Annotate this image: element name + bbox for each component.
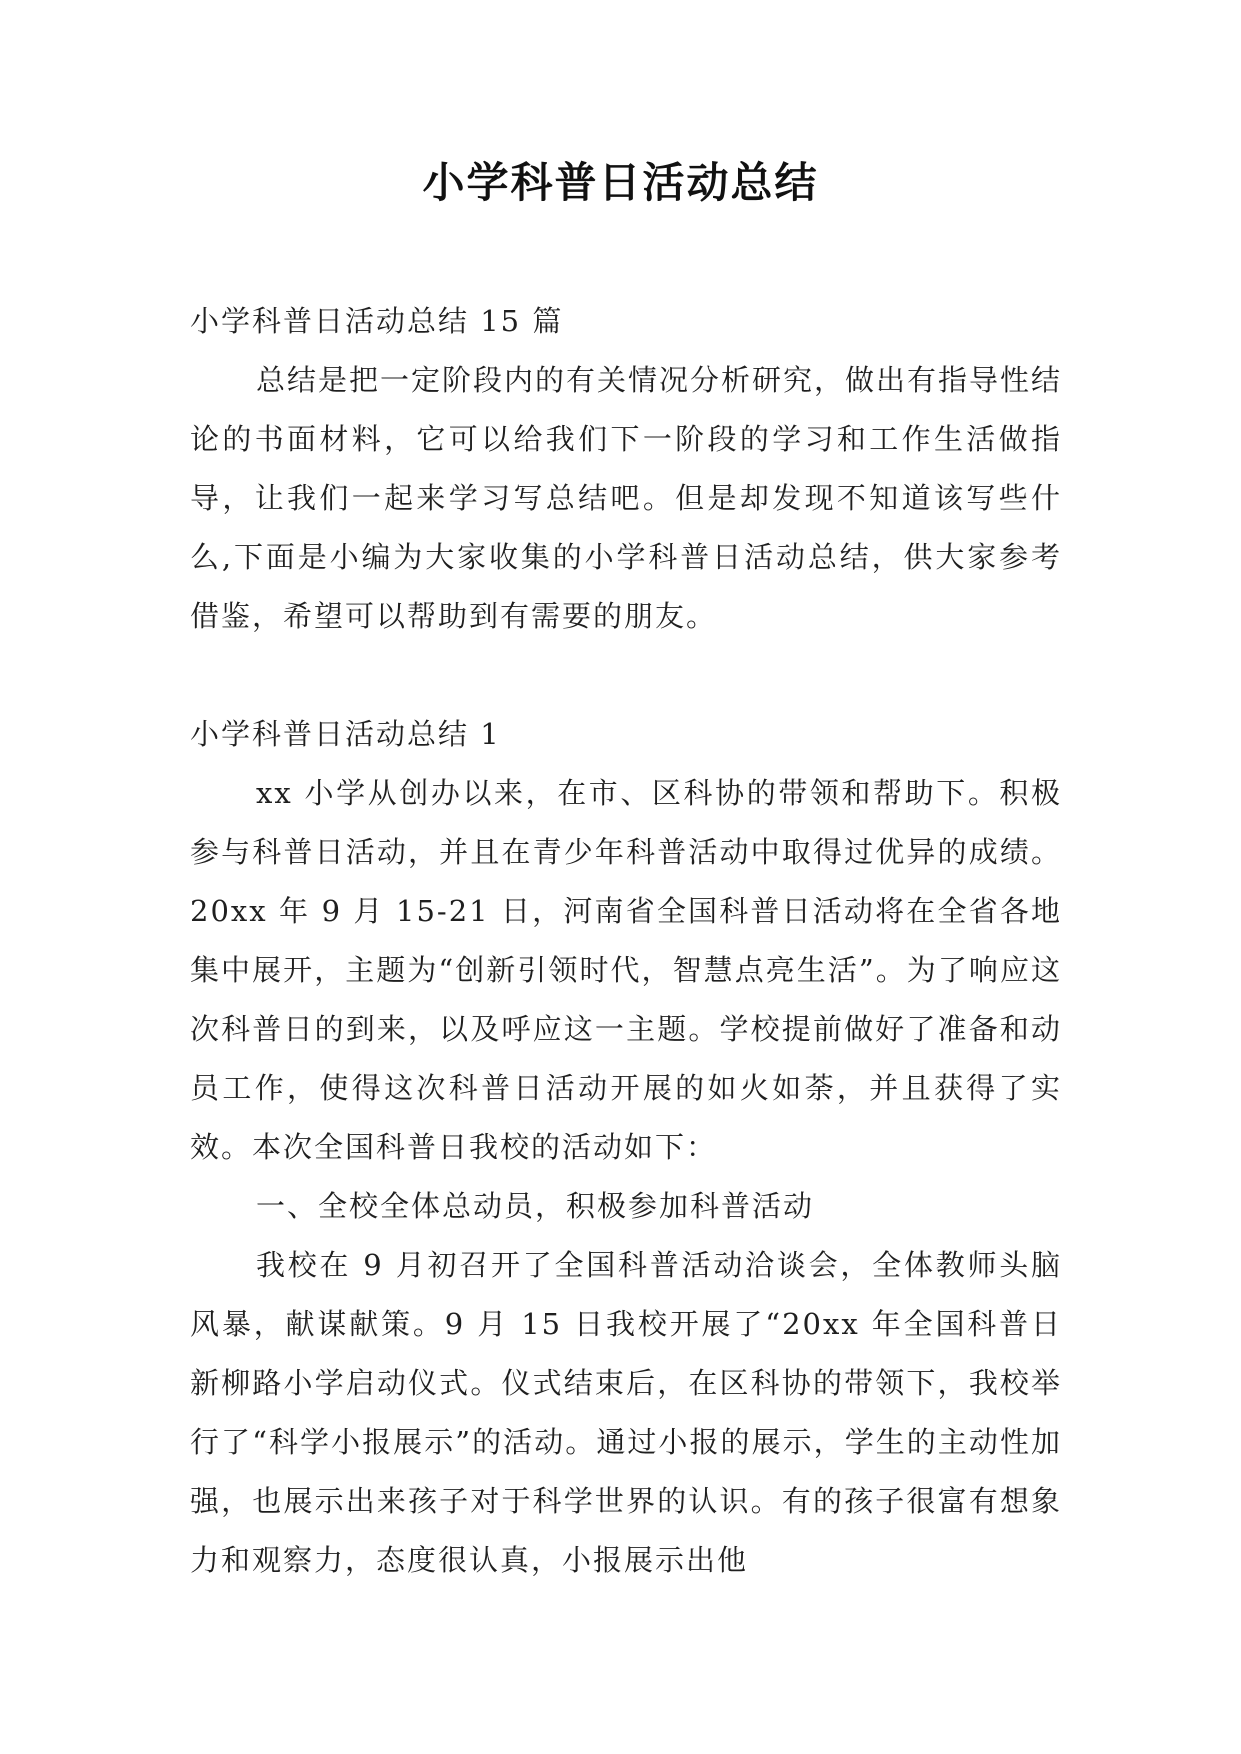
section-paragraph: xx 小学从创办以来，在市、区科协的带领和帮助下。积极参与科普日活动，并且在青少年科普活动中取得过优异的成绩。20xx 年 9 月 15-21 日，河南省全国科普日活动将在全省各地集中展开，主题为“创新引领时代，智慧点亮生活”。为了响应这次科普日的到来，以及呼应这一主题。学校提前做好了准备和动员工作，使得这次科普日活动开展的如火如荼，并且获得了实效。本次全国科普日我校的活动如下： [190,776,1062,1164]
intro-heading: 小学科普日活动总结 15 篇 [190,304,564,338]
section-subheading: 一、全校全体总动员，积极参加科普活动 [256,1189,815,1223]
intro-paragraph: 总结是把一定阶段内的有关情况分析研究，做出有指导性结论的书面材料，它可以给我们下一阶段的学习和工作生活做指导，让我们一起来学习写总结吧。但是却发现不知道该写些什么,下面是小编为大家收集的小学科普日活动总结，供大家参考借鉴，希望可以帮助到有需要的朋友。 [190,363,1063,633]
document-body [190,292,1062,1590]
section-heading: 小学科普日活动总结 1 [190,717,501,751]
document-title: 小学科普日活动总结 [422,158,819,207]
section-paragraph: 我校在 9 月初召开了全国科普活动洽谈会，全体教师头脑风暴，献谋献策。9 月 15 日我校开展了“20xx 年全国科普日新柳路小学启动仪式。仪式结束后，在区科协的带领下，我校举行了“科学小报展示”的活动。通过小报的展示，学生的主动性加强，也展示出来孩子对于科学世界的认识。有的孩子很富有想象力和观察力，态度很认真，小报展示出他 [190,1248,1062,1577]
section-spacer [190,646,1062,705]
